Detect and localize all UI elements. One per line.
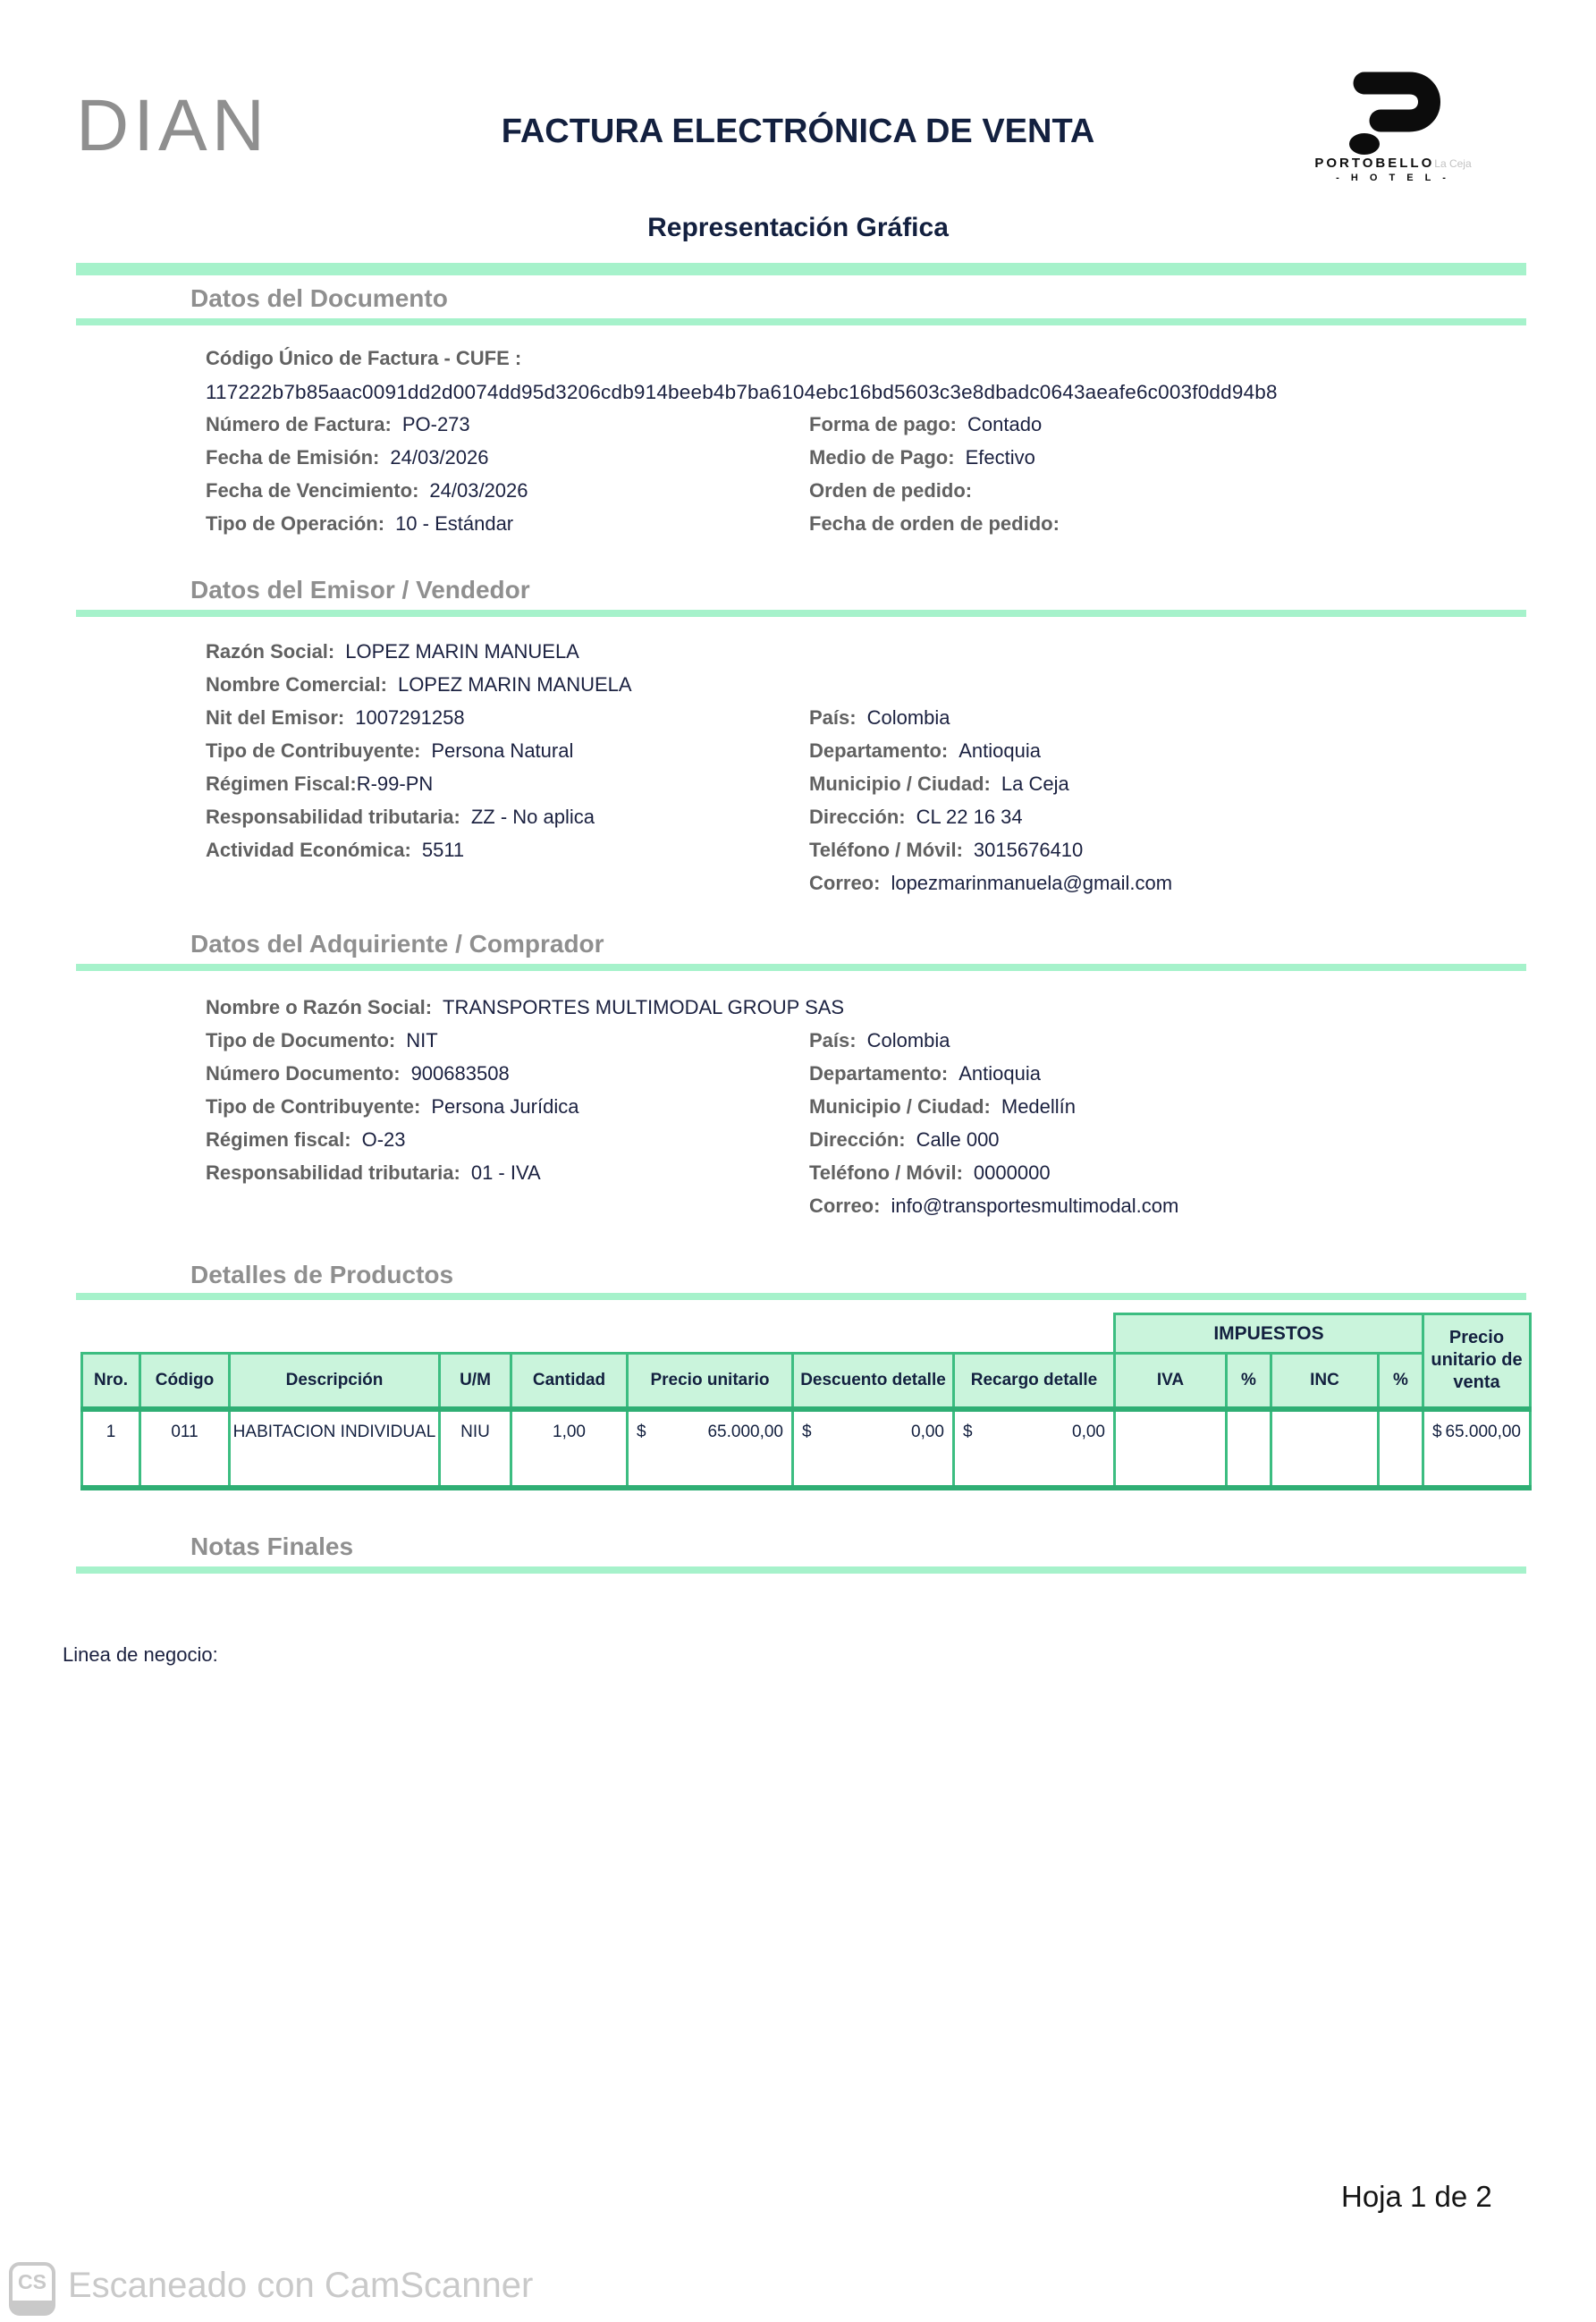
field-value: LOPEZ MARIN MANUELA (345, 640, 579, 663)
field-value: La Ceja (1001, 773, 1069, 795)
cell-um: NIU (440, 1409, 511, 1488)
field-pair (206, 512, 809, 545)
field-pair (809, 1195, 1520, 1228)
field-label: Dirección: (809, 806, 906, 828)
column-header: Descuento detalle (793, 1354, 954, 1409)
linea-negocio-label: Linea de negocio: (63, 1643, 218, 1666)
field-value: O-23 (361, 1128, 406, 1151)
field-value: Contado (967, 413, 1043, 435)
section-underline (76, 964, 1526, 971)
camscanner-badge-text: CS (18, 2270, 46, 2293)
field-value: lopezmarinmanuela@gmail.com (891, 872, 1173, 894)
field-label: Tipo de Contribuyente: (206, 739, 421, 762)
field-value: 24/03/2026 (390, 446, 489, 469)
currency-symbol: $ (963, 1422, 973, 1441)
field-pair (809, 739, 1520, 773)
field-pair (206, 413, 809, 446)
field-pair (809, 806, 1520, 839)
column-header: Nro. (82, 1354, 140, 1409)
cell-iva-pct (1227, 1409, 1271, 1488)
field-pair (206, 640, 809, 673)
portobello-logo (1295, 70, 1491, 185)
field-pair (206, 1128, 809, 1161)
field-label: Nit del Emisor: (206, 706, 345, 729)
field-label: Responsabilidad tributaria: (206, 1161, 460, 1184)
cufe-value: 117222b7b85aac0091dd2d0074dd95d3206cdb914beeb4b7ba6104ebc16bd5603c3e8dbadc0643aeafe6c003f0dd94b8 (206, 381, 1278, 403)
field-pair (809, 446, 1520, 479)
field-label: Forma de pago: (809, 413, 958, 435)
field-pair (809, 512, 1520, 545)
amount: 0,00 (1072, 1422, 1105, 1441)
cell-inc (1271, 1409, 1379, 1488)
field-label: Correo: (809, 1195, 881, 1217)
products-table (80, 1313, 1532, 1490)
column-header-precio-venta: Precio unitario de venta (1423, 1314, 1531, 1409)
field-pair (206, 706, 809, 739)
adquiriente-fields (206, 996, 1520, 1228)
field-value: 24/03/2026 (429, 479, 528, 502)
field-label: Correo: (809, 872, 881, 894)
field-value: Efectivo (965, 446, 1035, 469)
cell-nro: 1 (82, 1409, 140, 1488)
field-value: R-99-PN (356, 773, 434, 795)
field-label: Régimen fiscal: (206, 1128, 351, 1151)
field-pair (809, 839, 1520, 872)
field-value: CL 22 16 34 (916, 806, 1023, 828)
field-value: Antioquia (958, 1062, 1041, 1085)
field-label: Número de Factura: (206, 413, 392, 435)
section-underline (76, 1566, 1526, 1574)
field-pair (206, 806, 809, 839)
section-title-notas: Notas Finales (190, 1533, 354, 1560)
field-pair (809, 773, 1520, 806)
page-subtitle: Representación Gráfica (647, 213, 949, 242)
cell-codigo: 011 (140, 1409, 230, 1488)
section-title-adquiriente: Datos del Adquiriente / Comprador (190, 930, 604, 958)
field-label: Dirección: (809, 1128, 906, 1151)
table-row (82, 1409, 1531, 1488)
field-label: Razón Social: (206, 640, 335, 663)
field-value: NIT (406, 1029, 438, 1051)
section-title-documento: Datos del Documento (190, 284, 448, 312)
field-label: Número Documento: (206, 1062, 401, 1085)
section-title-productos: Detalles de Productos (190, 1261, 454, 1288)
brand-name: PORTOBELLOLa Ceja (1314, 156, 1472, 171)
field-pair (206, 1029, 809, 1062)
field-value: 01 - IVA (470, 1161, 541, 1184)
field-value: Persona Natural (431, 739, 574, 762)
cell-descuento (793, 1409, 954, 1488)
field-value: Medellín (1001, 1095, 1077, 1118)
column-header: Descripción (230, 1354, 440, 1409)
section-underline (76, 318, 1526, 325)
column-header: IVA (1115, 1354, 1227, 1409)
currency-symbol: $ (1432, 1422, 1442, 1441)
field-value: Antioquia (958, 739, 1041, 762)
field-pair (809, 1095, 1520, 1128)
field-label: Departamento: (809, 1062, 949, 1085)
field-pair (206, 1161, 809, 1195)
field-value: Colombia (866, 1029, 950, 1051)
column-header: Recargo detalle (954, 1354, 1115, 1409)
field-pair (206, 773, 809, 806)
camscanner-badge-base (13, 2301, 52, 2312)
field-pair (809, 673, 1520, 706)
cell-inc-pct (1379, 1409, 1423, 1488)
section-title-emisor: Datos del Emisor / Vendedor (190, 576, 530, 604)
field-label: Actividad Económica: (206, 839, 411, 861)
field-label: Régimen Fiscal: (206, 773, 357, 795)
section-divider-bar (76, 263, 1526, 275)
field-pair (809, 640, 1520, 673)
field-label: Nombre o Razón Social: (206, 996, 433, 1018)
brand-location: La Ceja (1434, 157, 1472, 170)
field-label: Fecha de Emisión: (206, 446, 380, 469)
field-value: info@transportesmultimodal.com (891, 1195, 1179, 1217)
field-value: 1007291258 (355, 706, 465, 729)
dian-logo: DIAN (76, 85, 269, 166)
field-label: Teléfono / Móvil: (809, 1161, 963, 1184)
field-pair (206, 739, 809, 773)
field-label: Tipo de Contribuyente: (206, 1095, 421, 1118)
field-value: 900683508 (410, 1062, 510, 1085)
page-number: Hoja 1 de 2 (1341, 2180, 1492, 2213)
cell-cantidad: 1,00 (511, 1409, 628, 1488)
field-pair (809, 479, 1520, 512)
field-label: Municipio / Ciudad: (809, 1095, 991, 1118)
field-label: Fecha de orden de pedido: (809, 512, 1060, 535)
currency-symbol: $ (802, 1422, 812, 1441)
amount: 65.000,00 (707, 1422, 783, 1441)
cufe-label: Código Único de Factura - CUFE : (206, 347, 522, 369)
field-pair (206, 673, 809, 706)
field-pair (206, 872, 809, 905)
field-label: Nombre Comercial: (206, 673, 387, 696)
documento-fields (206, 413, 1520, 545)
amount: 0,00 (911, 1422, 944, 1441)
field-value: PO-273 (401, 413, 470, 435)
field-value: LOPEZ MARIN MANUELA (397, 673, 632, 696)
field-pair (809, 1161, 1520, 1195)
field-label: Responsabilidad tributaria: (206, 806, 460, 828)
camscanner-watermark: Escaneado con CamScanner (68, 2266, 534, 2305)
field-value: Colombia (866, 706, 950, 729)
field-pair (206, 839, 809, 872)
field-value: 3015676410 (973, 839, 1084, 861)
field-value: Calle 000 (916, 1128, 1000, 1151)
cell-iva (1115, 1409, 1227, 1488)
field-value: 0000000 (973, 1161, 1051, 1184)
brand-tagline: - H O T E L - (1336, 173, 1450, 183)
section-underline (76, 1293, 1526, 1300)
emisor-fields (206, 640, 1520, 905)
field-value: 10 - Estándar (395, 512, 514, 535)
field-value: Persona Jurídica (431, 1095, 579, 1118)
column-header: % (1379, 1354, 1423, 1409)
page-title: FACTURA ELECTRÓNICA DE VENTA (501, 113, 1095, 150)
cell-descripcion: HABITACION INDIVIDUAL (230, 1409, 440, 1488)
field-label: País: (809, 706, 857, 729)
cell-precio-unitario (628, 1409, 793, 1488)
field-pair (206, 996, 845, 1029)
column-header: Código (140, 1354, 230, 1409)
column-header: Cantidad (511, 1354, 628, 1409)
field-value: ZZ - No aplica (470, 806, 595, 828)
section-underline (76, 610, 1526, 617)
field-pair (809, 996, 1520, 1029)
field-pair (206, 1195, 809, 1228)
field-pair (206, 446, 809, 479)
portobello-p-icon (1334, 70, 1452, 156)
field-pair (809, 872, 1520, 905)
amount: 65.000,00 (1445, 1422, 1521, 1441)
field-pair (206, 479, 809, 512)
field-label: Orden de pedido: (809, 479, 973, 502)
field-pair (809, 1029, 1520, 1062)
column-header: U/M (440, 1354, 511, 1409)
field-value: TRANSPORTES MULTIMODAL GROUP SAS (443, 996, 845, 1018)
column-header: INC (1271, 1354, 1379, 1409)
cell-recargo (954, 1409, 1115, 1488)
field-label: País: (809, 1029, 857, 1051)
field-label: Tipo de Operación: (206, 512, 385, 535)
column-header: Precio unitario (628, 1354, 793, 1409)
field-label: Municipio / Ciudad: (809, 773, 991, 795)
field-pair (206, 1095, 809, 1128)
field-label: Departamento: (809, 739, 949, 762)
currency-symbol: $ (637, 1422, 646, 1441)
field-label: Fecha de Vencimiento: (206, 479, 419, 502)
field-value: 5511 (421, 839, 465, 861)
field-pair (809, 1128, 1520, 1161)
field-label: Medio de Pago: (809, 446, 955, 469)
camscanner-icon (9, 2262, 55, 2316)
field-label: Teléfono / Móvil: (809, 839, 963, 861)
field-pair (809, 1062, 1520, 1095)
cell-precio-venta (1423, 1409, 1531, 1488)
impuestos-group-header: IMPUESTOS (1115, 1314, 1423, 1354)
field-pair (809, 706, 1520, 739)
field-label: Tipo de Documento: (206, 1029, 396, 1051)
field-pair (206, 1062, 809, 1095)
column-header: % (1227, 1354, 1271, 1409)
field-pair (809, 413, 1520, 446)
